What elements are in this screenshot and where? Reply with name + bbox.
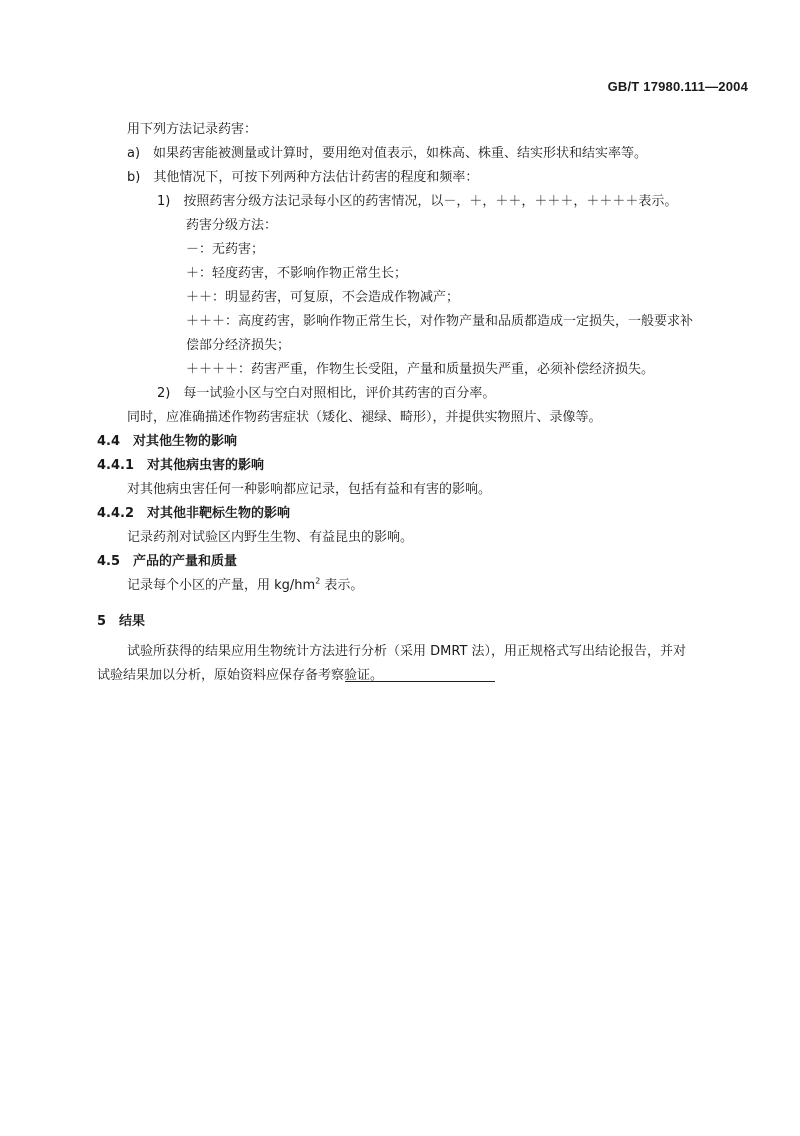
section-heading-4-4-2: 4.4.2 对其他非靶标生物的影响: [97, 506, 291, 521]
text-line: 试验所获得的结果应用生物统计方法进行分析（采用 DMRT 法），用正规格式写出结论报告，并对: [127, 644, 687, 659]
list-item-b: b) 其他情况下，可按下列两种方法估计药害的程度和频率：: [127, 170, 479, 185]
text-line: ＋＋＋：高度药害，影响作物正常生长，对作物产量和品质都造成一定损失，一般要求补: [186, 314, 694, 329]
section-heading-4-4: 4.4 对其他生物的影响: [97, 434, 238, 449]
text-line: [127, 578, 363, 594]
text-line: 同时，应准确描述作物药害症状（矮化、褪绿、畸形），并提供实物照片、录像等。: [127, 410, 602, 425]
section-heading-5: 5 结果: [97, 614, 146, 629]
text-line: 用下列方法记录药害：: [127, 122, 258, 137]
text-line: 药害分级方法：: [186, 218, 278, 233]
text-line: ＋：轻度药害，不影响作物正常生长；: [186, 266, 408, 281]
text-line: 偿部分经济损失；: [186, 338, 291, 353]
list-item-2: 2) 每一试验小区与空白对照相比，评价其药害的百分率。: [157, 386, 496, 401]
text-span: 记录每个小区的产量，用 kg/hm: [127, 578, 316, 593]
text-line: 记录药剂对试验区内野生生物、有益昆虫的影响。: [127, 530, 414, 545]
section-heading-4-4-1: 4.4.1 对其他病虫害的影响: [97, 458, 265, 473]
text-line: ＋＋＋＋：药害严重，作物生长受阻，产量和质量损失严重，必须补偿经济损失。: [186, 362, 655, 377]
standard-number: GB/T 17980.111—2004: [607, 79, 748, 94]
text-span: 表示。: [320, 578, 364, 593]
text-line: －：无药害；: [186, 242, 265, 257]
end-rule: [345, 681, 495, 682]
section-heading-4-5: 4.5 产品的产量和质量: [97, 554, 238, 569]
superscript: 2: [315, 576, 321, 586]
list-item-a: a) 如果药害能被测量或计算时，要用绝对值表示，如株高、株重、结实形状和结实率等。: [127, 146, 648, 161]
list-item-1: 1) 按照药害分级方法记录每小区的药害情况，以－，＋，＋＋，＋＋＋，＋＋＋＋表示。: [157, 194, 678, 209]
text-line: 试验结果加以分析，原始资料应保存备考察验证。: [97, 668, 384, 683]
text-line: 对其他病虫害任何一种影响都应记录，包括有益和有害的影响。: [127, 482, 492, 497]
text-line: ＋＋：明显药害，可复原，不会造成作物减产；: [186, 290, 460, 305]
